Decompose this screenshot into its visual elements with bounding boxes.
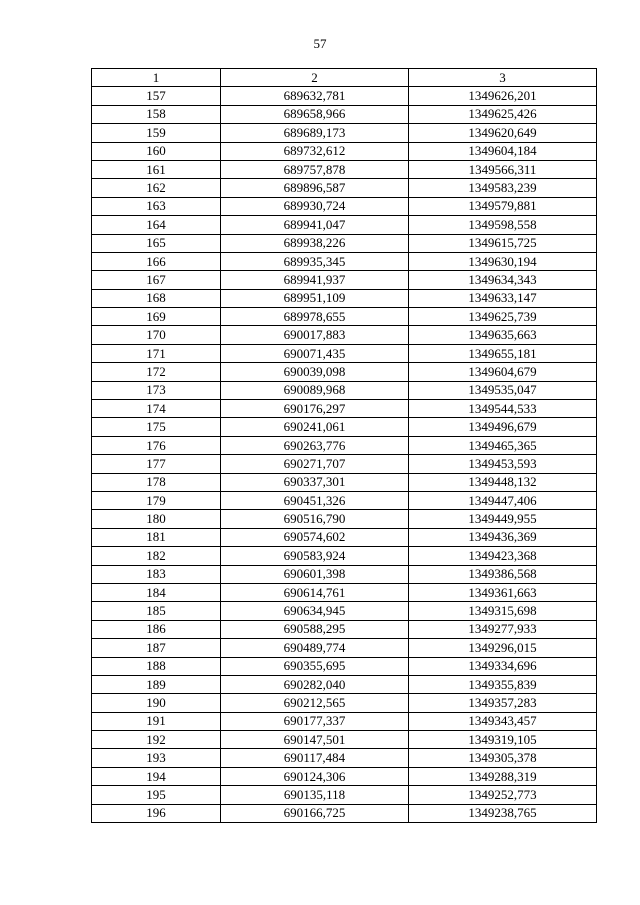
- table-row: [92, 767, 597, 785]
- table-row: [92, 418, 597, 436]
- y-coordinate-cell: 1349625,426: [409, 105, 597, 123]
- table-row: [92, 565, 597, 583]
- y-coordinate-cell: 1349453,593: [409, 455, 597, 473]
- point-number-cell: 157: [92, 87, 221, 105]
- point-number-cell: 192: [92, 731, 221, 749]
- x-coordinate-cell: 689941,937: [221, 271, 409, 289]
- table-row: [92, 657, 597, 675]
- point-number-cell: 191: [92, 712, 221, 730]
- point-number-cell: 165: [92, 234, 221, 252]
- x-coordinate-cell: 690147,501: [221, 731, 409, 749]
- point-number-cell: 193: [92, 749, 221, 767]
- y-coordinate-cell: 1349252,773: [409, 786, 597, 804]
- table-row: [92, 197, 597, 215]
- x-coordinate-cell: 689938,226: [221, 234, 409, 252]
- x-coordinate-cell: 690516,790: [221, 510, 409, 528]
- point-number-cell: 164: [92, 216, 221, 234]
- table-row: [92, 694, 597, 712]
- column-header-2: 2: [221, 69, 409, 87]
- y-coordinate-cell: 1349305,378: [409, 749, 597, 767]
- table-row: [92, 731, 597, 749]
- y-coordinate-cell: 1349598,558: [409, 216, 597, 234]
- y-coordinate-cell: 1349544,533: [409, 400, 597, 418]
- table-row: [92, 602, 597, 620]
- point-number-cell: 160: [92, 142, 221, 160]
- point-number-cell: 159: [92, 124, 221, 142]
- y-coordinate-cell: 1349361,663: [409, 583, 597, 601]
- table-row: [92, 87, 597, 105]
- table-row: [92, 583, 597, 601]
- x-coordinate-cell: 690241,061: [221, 418, 409, 436]
- x-coordinate-cell: 690355,695: [221, 657, 409, 675]
- y-coordinate-cell: 1349566,311: [409, 160, 597, 178]
- y-coordinate-cell: 1349386,568: [409, 565, 597, 583]
- table-row: [92, 804, 597, 822]
- table-row: [92, 455, 597, 473]
- y-coordinate-cell: 1349630,194: [409, 252, 597, 270]
- y-coordinate-cell: 1349604,679: [409, 363, 597, 381]
- table-row: [92, 547, 597, 565]
- y-coordinate-cell: 1349334,696: [409, 657, 597, 675]
- table-row: [92, 400, 597, 418]
- y-coordinate-cell: 1349447,406: [409, 491, 597, 509]
- point-number-cell: 161: [92, 160, 221, 178]
- y-coordinate-cell: 1349277,933: [409, 620, 597, 638]
- table-row: [92, 271, 597, 289]
- x-coordinate-cell: 690634,945: [221, 602, 409, 620]
- table-row: [92, 381, 597, 399]
- point-number-cell: 178: [92, 473, 221, 491]
- point-number-cell: 184: [92, 583, 221, 601]
- x-coordinate-cell: 690039,098: [221, 363, 409, 381]
- x-coordinate-cell: 689732,612: [221, 142, 409, 160]
- x-coordinate-cell: 689978,655: [221, 308, 409, 326]
- x-coordinate-cell: 690176,297: [221, 400, 409, 418]
- table-row: [92, 363, 597, 381]
- table-header-row: [92, 69, 597, 87]
- y-coordinate-cell: 1349315,698: [409, 602, 597, 620]
- column-header-3: 3: [409, 69, 597, 87]
- x-coordinate-cell: 689689,173: [221, 124, 409, 142]
- y-coordinate-cell: 1349449,955: [409, 510, 597, 528]
- point-number-cell: 173: [92, 381, 221, 399]
- y-coordinate-cell: 1349496,679: [409, 418, 597, 436]
- table-row: [92, 326, 597, 344]
- table-row: [92, 749, 597, 767]
- point-number-cell: 175: [92, 418, 221, 436]
- x-coordinate-cell: 690071,435: [221, 344, 409, 362]
- point-number-cell: 180: [92, 510, 221, 528]
- point-number-cell: 187: [92, 639, 221, 657]
- point-number-cell: 196: [92, 804, 221, 822]
- coordinates-table: [91, 68, 597, 823]
- x-coordinate-cell: 689632,781: [221, 87, 409, 105]
- point-number-cell: 158: [92, 105, 221, 123]
- y-coordinate-cell: 1349296,015: [409, 639, 597, 657]
- x-coordinate-cell: 689896,587: [221, 179, 409, 197]
- point-number-cell: 195: [92, 786, 221, 804]
- y-coordinate-cell: 1349626,201: [409, 87, 597, 105]
- point-number-cell: 189: [92, 675, 221, 693]
- point-number-cell: 166: [92, 252, 221, 270]
- point-number-cell: 190: [92, 694, 221, 712]
- y-coordinate-cell: 1349579,881: [409, 197, 597, 215]
- point-number-cell: 194: [92, 767, 221, 785]
- y-coordinate-cell: 1349620,649: [409, 124, 597, 142]
- x-coordinate-cell: 690089,968: [221, 381, 409, 399]
- table-row: [92, 105, 597, 123]
- x-coordinate-cell: 690017,883: [221, 326, 409, 344]
- table-row: [92, 252, 597, 270]
- point-number-cell: 186: [92, 620, 221, 638]
- y-coordinate-cell: 1349625,739: [409, 308, 597, 326]
- point-number-cell: 167: [92, 271, 221, 289]
- x-coordinate-cell: 690337,301: [221, 473, 409, 491]
- y-coordinate-cell: 1349238,765: [409, 804, 597, 822]
- point-number-cell: 185: [92, 602, 221, 620]
- x-coordinate-cell: 689935,345: [221, 252, 409, 270]
- point-number-cell: 170: [92, 326, 221, 344]
- y-coordinate-cell: 1349634,343: [409, 271, 597, 289]
- x-coordinate-cell: 689930,724: [221, 197, 409, 215]
- table-row: [92, 639, 597, 657]
- y-coordinate-cell: 1349357,283: [409, 694, 597, 712]
- point-number-cell: 171: [92, 344, 221, 362]
- x-coordinate-cell: 690282,040: [221, 675, 409, 693]
- x-coordinate-cell: 690135,118: [221, 786, 409, 804]
- x-coordinate-cell: 690166,725: [221, 804, 409, 822]
- x-coordinate-cell: 690212,565: [221, 694, 409, 712]
- table-row: [92, 786, 597, 804]
- x-coordinate-cell: 689941,047: [221, 216, 409, 234]
- table-row: [92, 308, 597, 326]
- table-row: [92, 160, 597, 178]
- y-coordinate-cell: 1349319,105: [409, 731, 597, 749]
- table-row: [92, 528, 597, 546]
- y-coordinate-cell: 1349615,725: [409, 234, 597, 252]
- table-row: [92, 234, 597, 252]
- y-coordinate-cell: 1349535,047: [409, 381, 597, 399]
- x-coordinate-cell: 690177,337: [221, 712, 409, 730]
- x-coordinate-cell: 689757,878: [221, 160, 409, 178]
- point-number-cell: 174: [92, 400, 221, 418]
- column-header-1: 1: [92, 69, 221, 87]
- x-coordinate-cell: 690574,602: [221, 528, 409, 546]
- page-number: 57: [313, 36, 327, 51]
- point-number-cell: 172: [92, 363, 221, 381]
- y-coordinate-cell: 1349633,147: [409, 289, 597, 307]
- x-coordinate-cell: 690489,774: [221, 639, 409, 657]
- table-row: [92, 179, 597, 197]
- x-coordinate-cell: 690451,326: [221, 491, 409, 509]
- point-number-cell: 177: [92, 455, 221, 473]
- point-number-cell: 182: [92, 547, 221, 565]
- point-number-cell: 168: [92, 289, 221, 307]
- table-row: [92, 510, 597, 528]
- table-row: [92, 436, 597, 454]
- point-number-cell: 176: [92, 436, 221, 454]
- x-coordinate-cell: 689951,109: [221, 289, 409, 307]
- point-number-cell: 162: [92, 179, 221, 197]
- x-coordinate-cell: 690263,776: [221, 436, 409, 454]
- point-number-cell: 181: [92, 528, 221, 546]
- table-row: [92, 473, 597, 491]
- x-coordinate-cell: 690614,761: [221, 583, 409, 601]
- x-coordinate-cell: 690117,484: [221, 749, 409, 767]
- table-row: [92, 620, 597, 638]
- x-coordinate-cell: 690601,398: [221, 565, 409, 583]
- y-coordinate-cell: 1349655,181: [409, 344, 597, 362]
- table-row: [92, 142, 597, 160]
- point-number-cell: 183: [92, 565, 221, 583]
- y-coordinate-cell: 1349448,132: [409, 473, 597, 491]
- y-coordinate-cell: 1349436,369: [409, 528, 597, 546]
- x-coordinate-cell: 690124,306: [221, 767, 409, 785]
- table-row: [92, 344, 597, 362]
- y-coordinate-cell: 1349355,839: [409, 675, 597, 693]
- y-coordinate-cell: 1349343,457: [409, 712, 597, 730]
- point-number-cell: 169: [92, 308, 221, 326]
- y-coordinate-cell: 1349465,365: [409, 436, 597, 454]
- table-row: [92, 124, 597, 142]
- x-coordinate-cell: 690588,295: [221, 620, 409, 638]
- table-row: [92, 491, 597, 509]
- table-row: [92, 289, 597, 307]
- x-coordinate-cell: 690583,924: [221, 547, 409, 565]
- point-number-cell: 163: [92, 197, 221, 215]
- point-number-cell: 179: [92, 491, 221, 509]
- x-coordinate-cell: 689658,966: [221, 105, 409, 123]
- x-coordinate-cell: 690271,707: [221, 455, 409, 473]
- y-coordinate-cell: 1349635,663: [409, 326, 597, 344]
- y-coordinate-cell: 1349583,239: [409, 179, 597, 197]
- y-coordinate-cell: 1349604,184: [409, 142, 597, 160]
- point-number-cell: 188: [92, 657, 221, 675]
- table-body: [92, 87, 597, 823]
- table-row: [92, 675, 597, 693]
- y-coordinate-cell: 1349288,319: [409, 767, 597, 785]
- table-row: [92, 712, 597, 730]
- y-coordinate-cell: 1349423,368: [409, 547, 597, 565]
- table-row: [92, 216, 597, 234]
